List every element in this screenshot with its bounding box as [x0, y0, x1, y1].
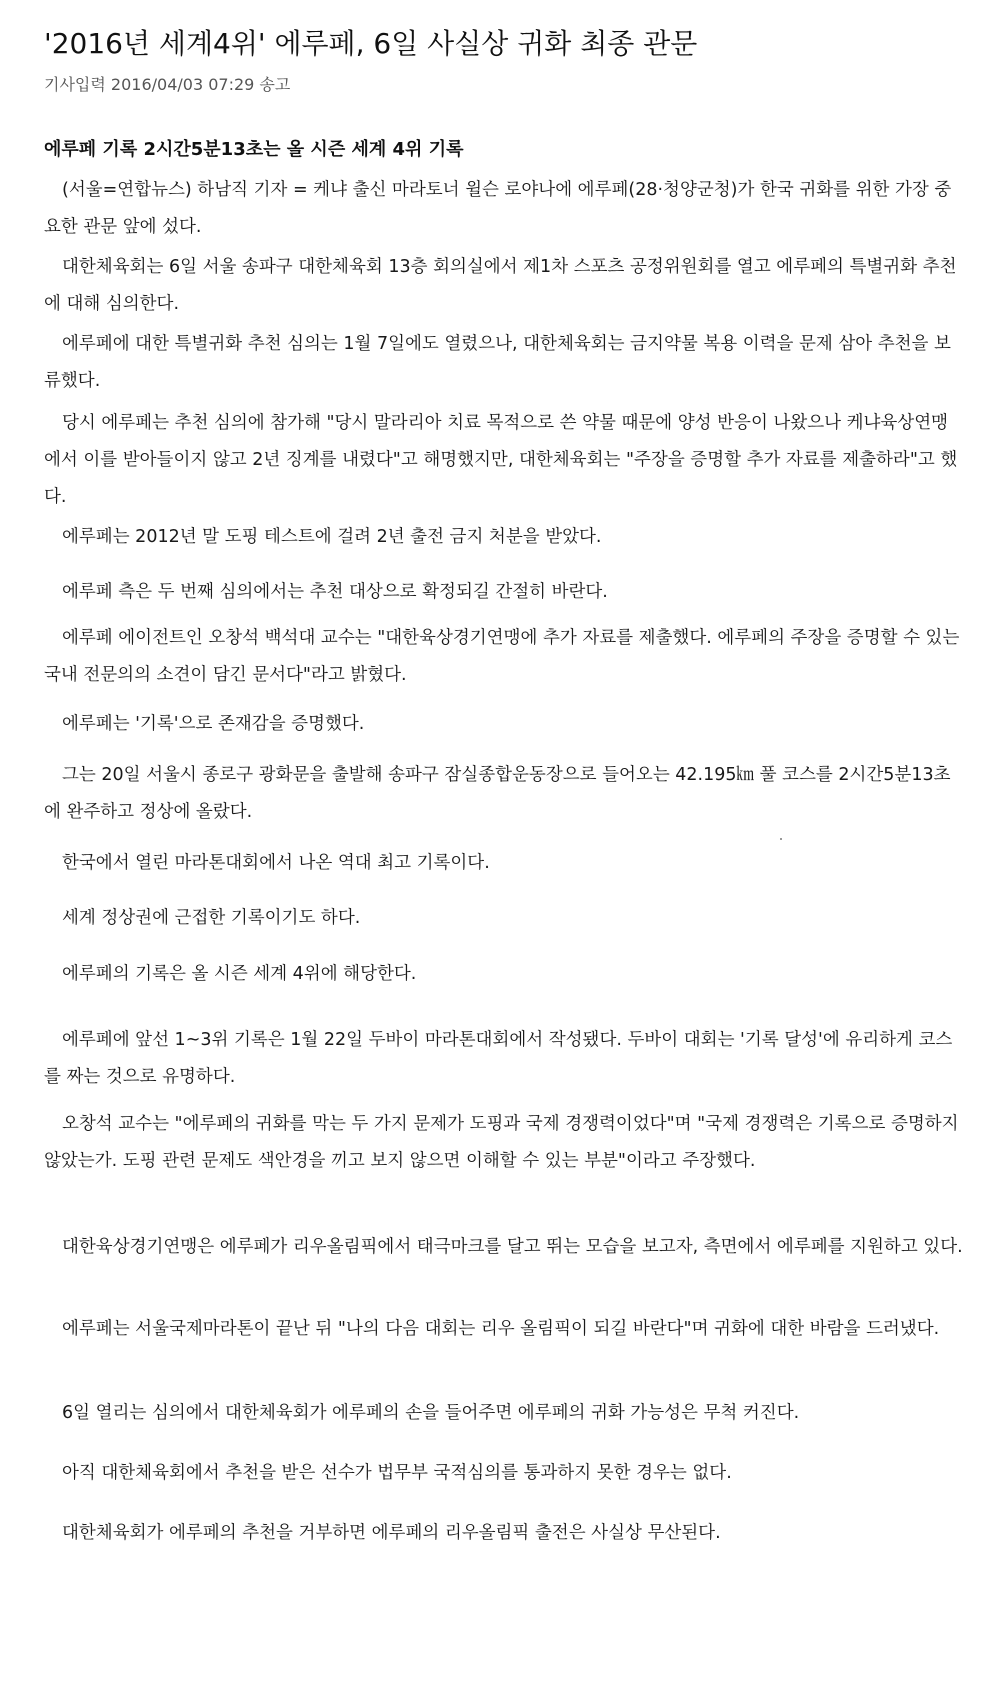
paragraph-6: 에루페 측은 두 번째 심의에서는 추천 대상으로 확정되길 간절히 바란다.: [62, 582, 608, 602]
paragraph-11: 세계 정상권에 근접한 기록이기도 하다.: [62, 908, 361, 928]
paragraph-13: 에루페에 앞선 1~3위 기록은 1월 22일 두바이 마라톤대회에서 작성됐다. 두바이 대회는 '기록 달성'에 유리하게 코스를 짜는 것으로 유명하다.: [44, 1030, 953, 1087]
paragraph-17: 6일 열리는 심의에서 대한체육회가 에루페의 손을 들어주면 에루페의 귀화 가능성은 무척 커진다.: [62, 1403, 800, 1423]
article-title: '2016년 세계4위' 에루페, 6일 사실상 귀화 최종 관문: [44, 27, 698, 60]
paragraph-10: 한국에서 열린 마라톤대회에서 나온 역대 최고 기록이다.: [62, 853, 490, 873]
paragraph-9: 그는 20일 서울시 종로구 광화문을 출발해 송파구 잠실종합운동장으로 들어오는 42.195㎞ 풀 코스를 2시간5분13초에 완주하고 정상에 올랐다.: [44, 765, 951, 822]
paragraph-7: 에루페 에이전트인 오창석 백석대 교수는 "대한육상경기연맹에 추가 자료를 제출했다. 에루페의 주장을 증명할 수 있는 국내 전문의의 소견이 담긴 문서다"라고 밝혔다.: [44, 628, 960, 685]
paragraph-5: 에루페는 2012년 말 도핑 테스트에 걸려 2년 출전 금지 처분을 받았다.: [62, 527, 602, 547]
article: [40, 0, 970, 1685]
scan-speck: [780, 838, 782, 840]
paragraph-14: 오창석 교수는 "에루페의 귀화를 막는 두 가지 문제가 도핑과 국제 경쟁력이었다"며 "국제 경쟁력은 기록으로 증명하지 않았는가. 도핑 관련 문제도 색안경을 끼고 보지 않으면 이해할 수 있는 부분"이라고 주장했다.: [44, 1114, 959, 1171]
article-subhead: 에루페 기록 2시간5분13초는 올 시즌 세계 4위 기록: [44, 139, 464, 160]
paragraph-12: 에루페의 기록은 올 시즌 세계 4위에 해당한다.: [62, 964, 417, 984]
paragraph-1: (서울=연합뉴스) 하남직 기자 = 케냐 출신 마라토너 윌슨 로야나에 에루페(28·청양군청)가 한국 귀화를 위한 가장 중요한 관문 앞에 섰다.: [44, 180, 952, 237]
article-dateline: 기사입력 2016/04/03 07:29 송고: [44, 75, 291, 94]
paragraph-3: 에루페에 대한 특별귀화 추천 심의는 1월 7일에도 열렸으나, 대한체육회는 금지약물 복용 이력을 문제 삼아 추천을 보류했다.: [44, 334, 951, 391]
paragraph-16: 에루페는 서울국제마라톤이 끝난 뒤 "나의 다음 대회는 리우 올림픽이 되길 바란다"며 귀화에 대한 바람을 드러냈다.: [62, 1319, 940, 1339]
paragraph-18: 아직 대한체육회에서 추천을 받은 선수가 법무부 국적심의를 통과하지 못한 경우는 없다.: [62, 1463, 732, 1483]
paragraph-8: 에루페는 '기록'으로 존재감을 증명했다.: [62, 714, 365, 734]
paragraph-4: 당시 에루페는 추천 심의에 참가해 "당시 말라리아 치료 목적으로 쓴 약물 때문에 양성 반응이 나왔으나 케냐육상연맹에서 이를 받아들이지 않고 2년 징계를 내렸다"고 해명했지만, 대한체육회는 "주장을 증명할 추가 자료를 제출하라"고 했다.: [44, 413, 958, 507]
paragraph-2: 대한체육회는 6일 서울 송파구 대한체육회 13층 회의실에서 제1차 스포츠 공정위원회를 열고 에루페의 특별귀화 추천에 대해 심의한다.: [44, 257, 957, 314]
paragraph-19: 대한체육회가 에루페의 추천을 거부하면 에루페의 리우올림픽 출전은 사실상 무산된다.: [62, 1523, 721, 1543]
paragraph-15: 대한육상경기연맹은 에루페가 리우올림픽에서 태극마크를 달고 뛰는 모습을 보고자, 측면에서 에루페를 지원하고 있다.: [62, 1237, 963, 1257]
